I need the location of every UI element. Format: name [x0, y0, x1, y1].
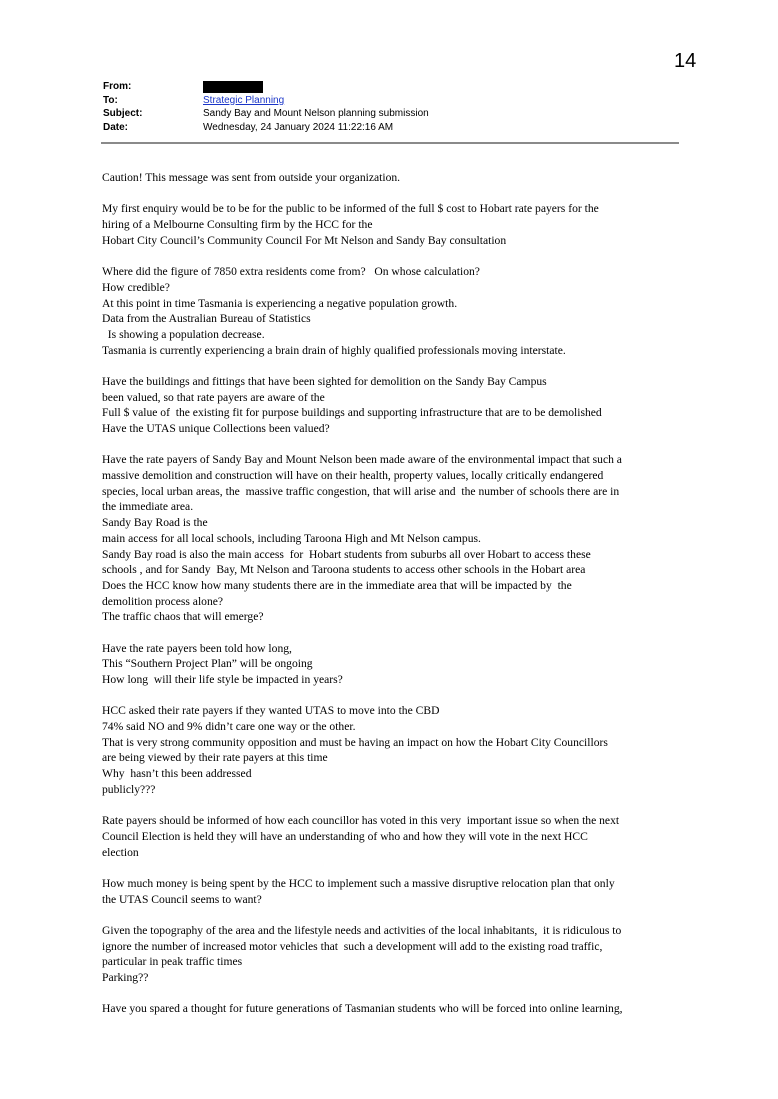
body-line: Have the buildings and fittings that have been sighted for demolition on the Sandy Bay Campus	[102, 374, 547, 388]
body-line: Have the rate payers been told how long,	[102, 641, 292, 655]
body-line: Tasmania is currently experiencing a brain drain of highly qualified professionals moving interstate.	[102, 343, 566, 357]
body-line: How credible?	[102, 280, 170, 294]
body-line: Hobart City Council’s Community Council For Mt Nelson and Sandy Bay consultation	[102, 233, 507, 247]
body-line: ignore the number of increased motor vehicles that such a development will add to the existing road traffic,	[102, 939, 603, 953]
blank-line	[102, 688, 692, 704]
body-line: the immediate area.	[102, 500, 194, 514]
body-line: Caution! This message was sent from outside your organization.	[102, 171, 401, 184]
body-line: Full $ value of the existing fit for purpose buildings and supporting infrastructure that are to be demolished	[102, 406, 602, 420]
header-divider	[101, 142, 679, 144]
body-line: massive demolition and construction will have on their health, property values, locally critically endangered	[102, 469, 604, 483]
body-line: Sandy Bay Road is the	[102, 516, 208, 530]
body-line: publicly???	[102, 782, 156, 796]
email-body	[102, 170, 692, 1017]
body-line: Does the HCC know how many students there are in the immediate area that will be impacted by the	[102, 578, 572, 592]
body-line: 74% said NO and 9% didn’t care one way or the other.	[102, 720, 356, 734]
body-line: Sandy Bay road is also the main access for Hobart students from suburbs all over Hobart to access these	[102, 547, 591, 561]
blank-line	[102, 358, 692, 374]
subject-row	[103, 107, 679, 121]
date-label: Date:	[103, 121, 129, 133]
body-line: Council Election is held they will have an understanding of who and how they will vote in the next HCC	[102, 829, 588, 843]
body-line: The traffic chaos that will emerge?	[102, 610, 264, 624]
body-line: Is showing a population decrease.	[102, 327, 265, 341]
body-line: been valued, so that rate payers are aware of the	[102, 390, 325, 404]
blank-line	[102, 625, 692, 641]
body-line: species, local urban areas, the massive traffic congestion, that will arise and the number of schools there are in	[102, 484, 620, 498]
body-line: the UTAS Council seems to want?	[102, 892, 262, 906]
body-line: demolition process alone?	[102, 594, 224, 608]
body-line: HCC asked their rate payers if they wanted UTAS to move into the CBD	[102, 704, 440, 718]
to-row	[103, 94, 679, 108]
subject-value: Sandy Bay and Mount Nelson planning submission	[203, 108, 429, 120]
body-line: Have you spared a thought for future generations of Tasmanian students who will be forced into online learning,	[102, 1002, 623, 1016]
body-line: How much money is being spent by the HCC to implement such a massive disruptive relocation plan that only	[102, 876, 615, 890]
date-row	[103, 121, 679, 135]
date-value: Wednesday, 24 January 2024 11:22:16 AM	[203, 121, 394, 133]
body-line: Given the topography of the area and the lifestyle needs and activities of the local inhabitants, it is ridiculous to	[102, 924, 622, 937]
body-line: schools , and for Sandy Bay, Mt Nelson and Taroona students to access other schools in the Hobart area	[102, 563, 586, 577]
body-line: At this point in time Tasmania is experiencing a negative population growth.	[102, 296, 458, 310]
to-recipient-link[interactable]: Strategic Planning	[203, 94, 285, 106]
from-label: From:	[103, 81, 132, 92]
body-line: Have the rate payers of Sandy Bay and Mount Nelson been made aware of the environmental impact that such a	[102, 453, 622, 467]
body-line: Parking??	[102, 971, 149, 985]
redaction-block	[203, 81, 263, 93]
blank-line	[102, 860, 692, 876]
body-line: This “Southern Project Plan” will be ongoing	[102, 657, 313, 671]
body-line: election	[102, 845, 139, 859]
body-line: My first enquiry would be to be for the public to be informed of the full $ cost to Hobart rate payers for the	[102, 202, 599, 216]
blank-line	[102, 907, 692, 923]
blank-line	[102, 248, 692, 264]
from-row	[103, 80, 679, 94]
body-line: How long will their life style be impacted in years?	[102, 673, 343, 686]
body-line: That is very strong community opposition and must be having an impact on how the Hobart City Councillors	[102, 735, 608, 749]
body-line: Why hasn’t this been addressed	[102, 767, 252, 781]
blank-line	[102, 437, 692, 453]
blank-line	[102, 798, 692, 814]
body-line: Where did the figure of 7850 extra residents come from? On whose calculation?	[102, 265, 480, 279]
from-value-redacted	[203, 80, 263, 94]
body-line: are being viewed by their rate payers at this time	[102, 751, 328, 765]
body-line: particular in peak traffic times	[102, 955, 243, 969]
body-line: Rate payers should be informed of how each councillor has voted in this very important issue so when the next	[102, 814, 620, 828]
body-line: hiring of a Melbourne Consulting firm by the HCC for the	[102, 218, 373, 232]
body-line: Have the UTAS unique Collections been valued?	[102, 422, 330, 435]
body-line: main access for all local schools, including Taroona High and Mt Nelson campus.	[102, 531, 481, 545]
page-number: 14	[674, 50, 697, 72]
body-line: Data from the Australian Bureau of Statistics	[102, 312, 311, 326]
blank-line	[102, 986, 692, 1002]
subject-label: Subject:	[103, 108, 143, 120]
to-label: To:	[103, 94, 118, 106]
blank-line	[102, 186, 692, 202]
email-header	[103, 80, 679, 134]
